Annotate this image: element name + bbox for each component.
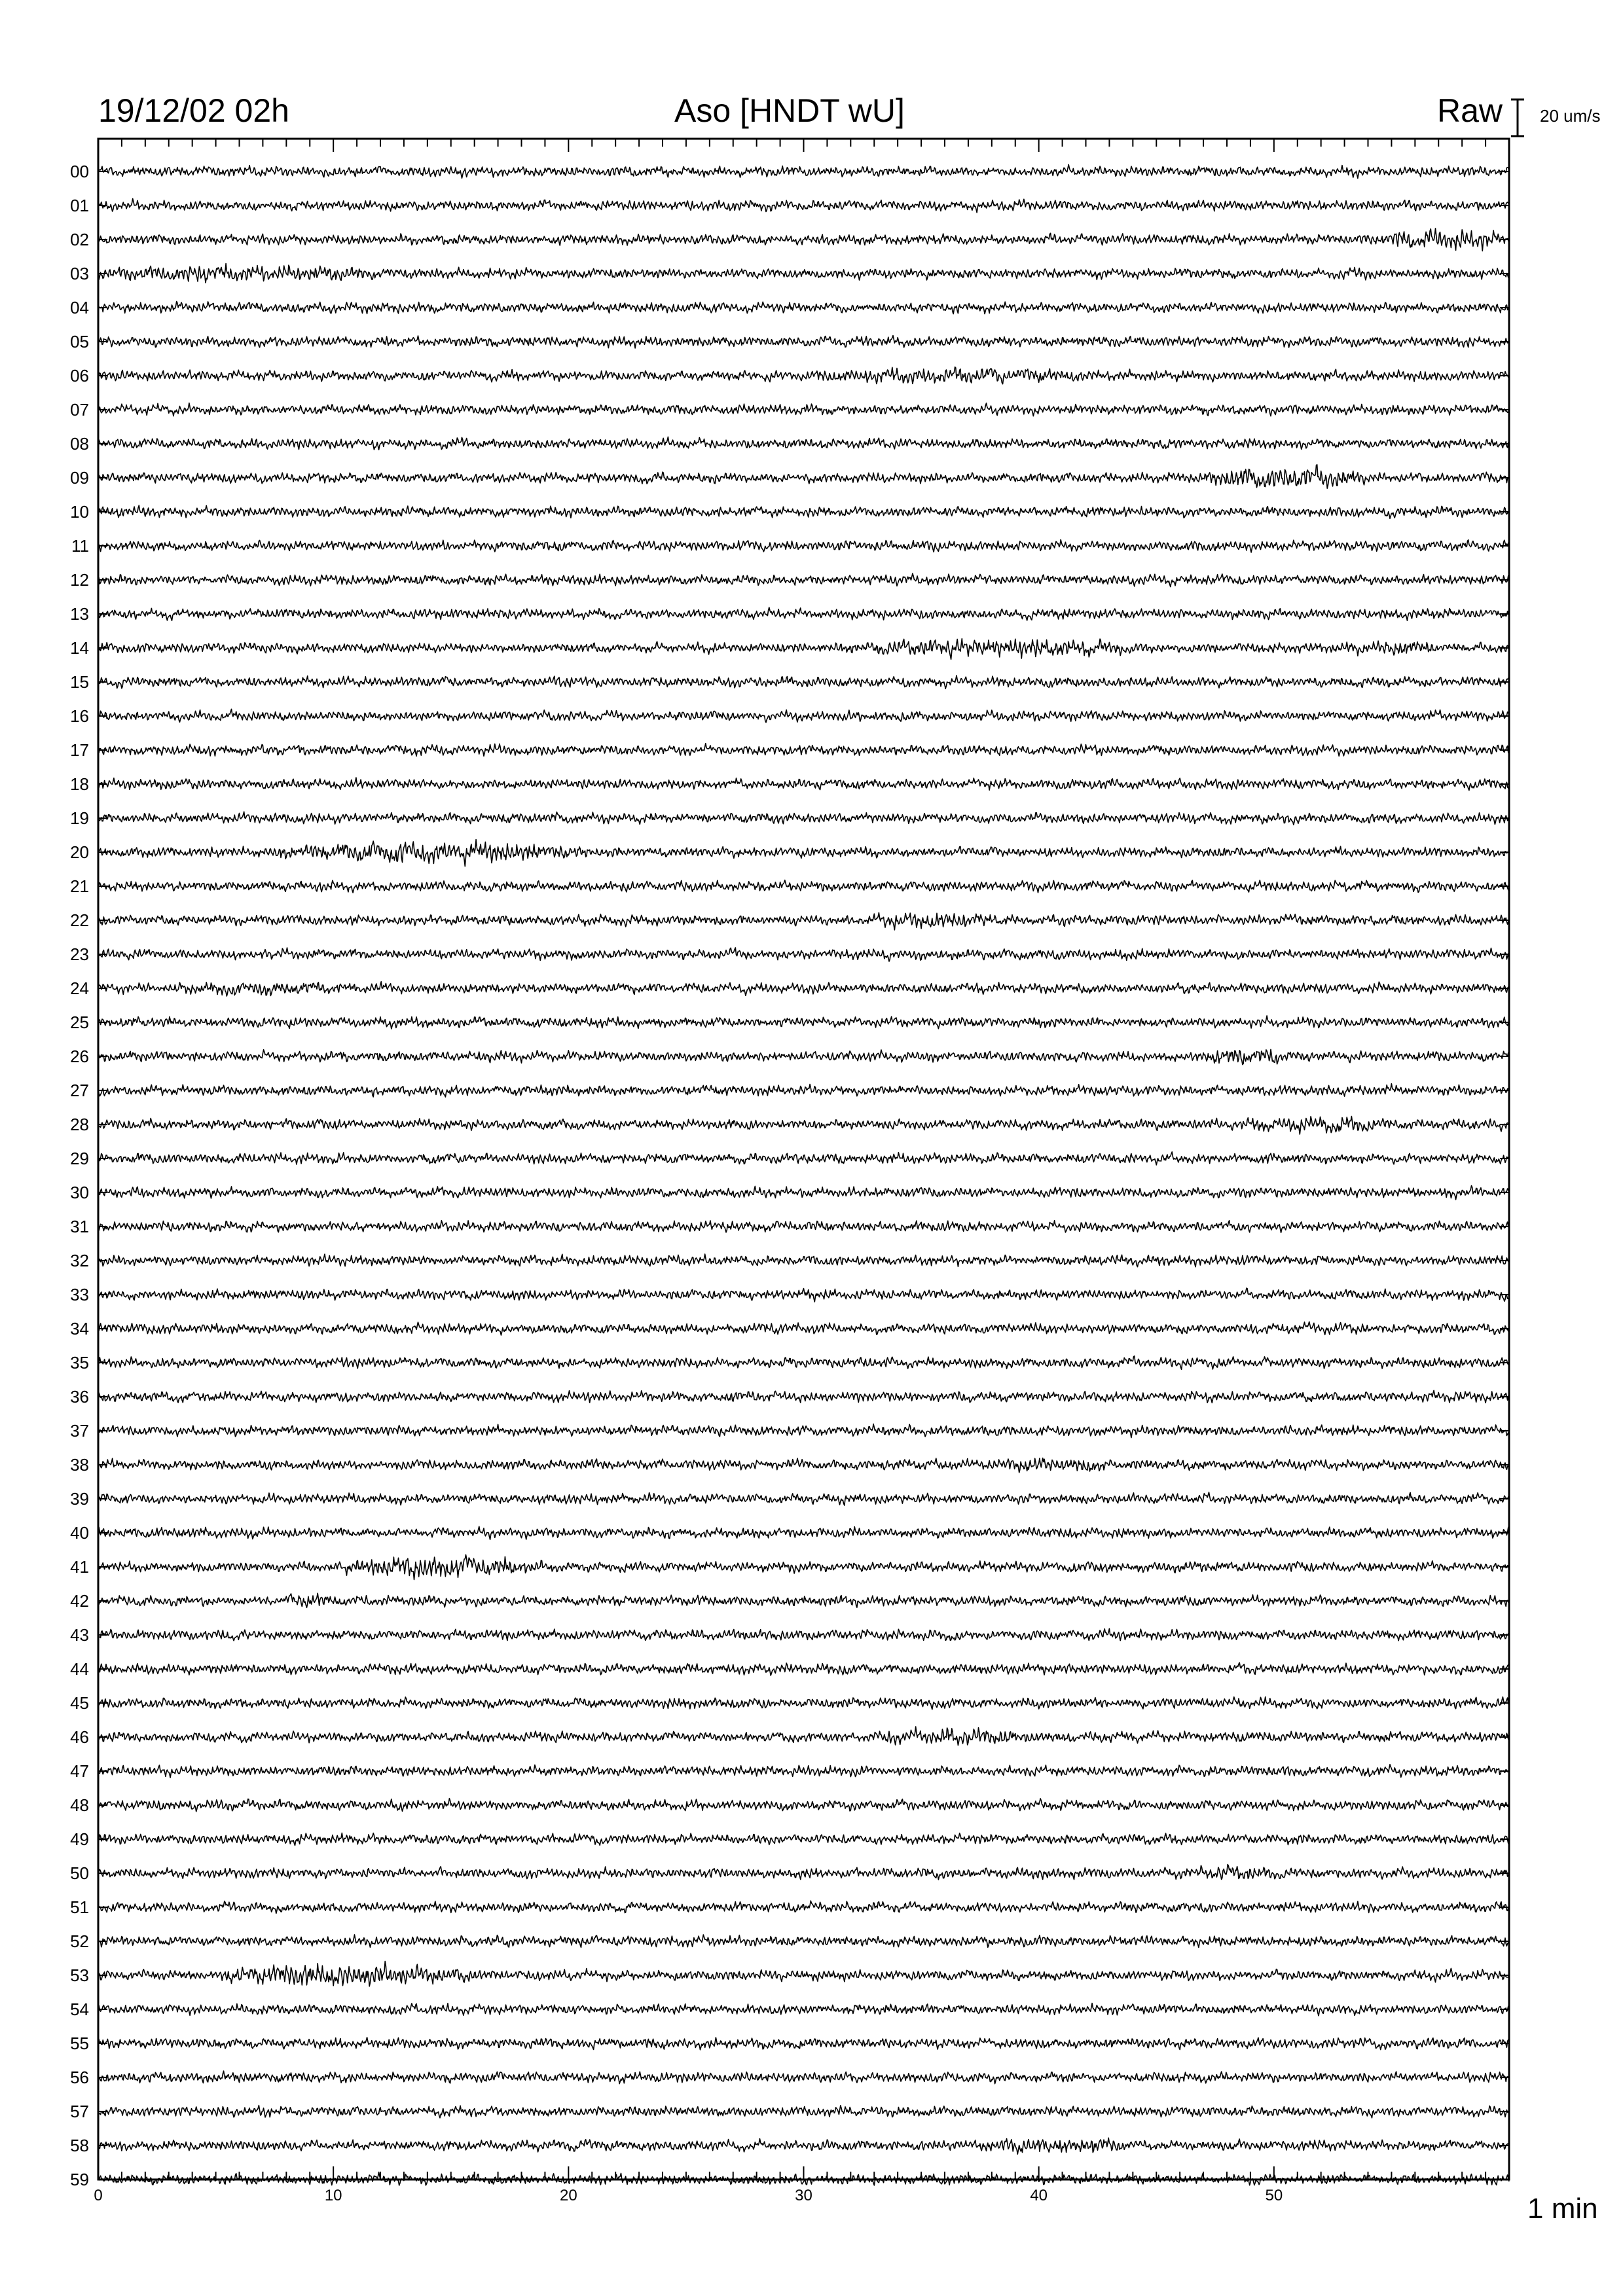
row-label: 51 — [70, 1897, 89, 1917]
trace-42 — [98, 1593, 1509, 1607]
trace-33 — [98, 1288, 1509, 1302]
row-label: 54 — [70, 2000, 89, 2019]
row-label: 19 — [70, 808, 89, 828]
trace-04 — [98, 302, 1509, 314]
row-labels — [70, 162, 89, 2189]
row-label: 50 — [70, 1863, 89, 1883]
row-label: 04 — [70, 298, 89, 317]
row-label: 11 — [71, 536, 89, 556]
row-label: 57 — [70, 2102, 89, 2121]
trace-03 — [98, 264, 1509, 283]
row-label: 24 — [70, 978, 89, 998]
recording-date-hour: 19/12/02 02h — [98, 92, 289, 129]
row-label: 18 — [70, 774, 89, 794]
trace-41 — [98, 1554, 1509, 1579]
trace-29 — [98, 1152, 1509, 1165]
trace-46 — [98, 1727, 1509, 1746]
trace-50 — [98, 1865, 1509, 1880]
row-label: 01 — [70, 196, 89, 215]
trace-07 — [98, 403, 1509, 416]
row-label: 14 — [70, 638, 89, 658]
row-label: 52 — [70, 1931, 89, 1951]
row-label: 42 — [70, 1591, 89, 1611]
trace-57 — [98, 2106, 1509, 2118]
trace-25 — [98, 1016, 1509, 1029]
trace-21 — [98, 880, 1509, 893]
trace-35 — [98, 1356, 1509, 1370]
data-mode-label: Raw — [1437, 92, 1503, 129]
trace-32 — [98, 1254, 1509, 1267]
row-label: 36 — [70, 1387, 89, 1407]
row-label: 06 — [70, 366, 89, 386]
row-label: 53 — [70, 1965, 89, 1985]
trace-13 — [98, 607, 1509, 620]
row-label: 13 — [70, 604, 89, 624]
trace-26 — [98, 1049, 1509, 1064]
row-label: 45 — [70, 1693, 89, 1713]
trace-12 — [98, 573, 1509, 586]
trace-16 — [98, 709, 1509, 722]
row-label: 10 — [70, 502, 89, 522]
row-label: 17 — [70, 740, 89, 760]
row-label: 40 — [70, 1523, 89, 1543]
row-label: 00 — [70, 162, 89, 181]
trace-48 — [98, 1799, 1509, 1812]
x-tick-label: 50 — [1265, 2187, 1283, 2204]
trace-19 — [98, 812, 1509, 825]
row-label: 43 — [70, 1625, 89, 1645]
row-label: 35 — [70, 1353, 89, 1372]
trace-39 — [98, 1492, 1509, 1505]
x-axis-unit-label: 1 min — [1527, 2193, 1598, 2225]
trace-28 — [98, 1117, 1509, 1134]
seismic-traces — [98, 164, 1509, 2185]
row-label: 46 — [70, 1727, 89, 1747]
trace-37 — [98, 1424, 1509, 1438]
row-label: 34 — [70, 1319, 89, 1338]
trace-47 — [98, 1765, 1509, 1778]
row-label: 48 — [70, 1795, 89, 1815]
trace-31 — [98, 1221, 1509, 1233]
trace-20 — [98, 840, 1509, 867]
trace-09 — [98, 465, 1509, 488]
trace-56 — [98, 2071, 1509, 2084]
row-label: 09 — [70, 468, 89, 488]
row-label: 31 — [70, 1217, 89, 1236]
row-label: 30 — [70, 1183, 89, 1202]
trace-11 — [98, 540, 1509, 553]
trace-06 — [98, 367, 1509, 384]
row-label: 08 — [70, 434, 89, 454]
row-label: 15 — [70, 672, 89, 692]
row-label: 55 — [70, 2034, 89, 2053]
x-tick-label: 20 — [559, 2187, 577, 2204]
trace-01 — [98, 199, 1509, 213]
row-label: 28 — [70, 1115, 89, 1134]
trace-10 — [98, 505, 1509, 518]
trace-55 — [98, 2037, 1509, 2050]
row-label: 05 — [70, 332, 89, 351]
trace-14 — [98, 639, 1509, 660]
row-label: 32 — [70, 1251, 89, 1270]
trace-22 — [98, 912, 1509, 929]
row-label: 47 — [70, 1761, 89, 1781]
row-label: 23 — [70, 944, 89, 964]
row-label: 21 — [70, 876, 89, 896]
row-label: 26 — [70, 1047, 89, 1066]
trace-27 — [98, 1084, 1509, 1097]
trace-08 — [98, 437, 1509, 450]
trace-40 — [98, 1526, 1509, 1539]
row-label: 27 — [70, 1081, 89, 1100]
amplitude-scale-label: 20 um/s — [1540, 106, 1601, 126]
row-label: 38 — [70, 1455, 89, 1475]
trace-49 — [98, 1833, 1509, 1846]
row-label: 03 — [70, 264, 89, 283]
row-label: 44 — [70, 1659, 89, 1679]
trace-54 — [98, 2003, 1509, 2016]
trace-34 — [98, 1321, 1509, 1335]
trace-38 — [98, 1458, 1509, 1473]
row-label: 56 — [70, 2068, 89, 2087]
trace-30 — [98, 1186, 1509, 1200]
trace-52 — [98, 1935, 1509, 1948]
row-label: 22 — [70, 910, 89, 930]
row-label: 12 — [70, 570, 89, 590]
row-label: 02 — [70, 230, 89, 249]
row-label: 39 — [70, 1489, 89, 1509]
trace-15 — [98, 675, 1509, 689]
trace-44 — [98, 1662, 1509, 1676]
x-tick-label: 30 — [795, 2187, 812, 2204]
row-label: 49 — [70, 1829, 89, 1849]
row-label: 07 — [70, 400, 89, 420]
row-label: 33 — [70, 1285, 89, 1304]
trace-58 — [98, 2138, 1509, 2154]
row-label: 20 — [70, 842, 89, 862]
x-tick-label: 10 — [324, 2187, 342, 2204]
trace-17 — [98, 744, 1509, 756]
trace-00 — [98, 164, 1509, 178]
x-tick-label: 0 — [94, 2187, 103, 2204]
trace-45 — [98, 1697, 1509, 1710]
trace-24 — [98, 982, 1509, 996]
x-tick-label: 40 — [1030, 2187, 1048, 2204]
trace-36 — [98, 1390, 1509, 1403]
row-label: 37 — [70, 1421, 89, 1441]
row-label: 29 — [70, 1149, 89, 1168]
trace-23 — [98, 948, 1509, 961]
x-tick-labels — [94, 2187, 1283, 2204]
trace-05 — [98, 336, 1509, 348]
row-label: 41 — [70, 1557, 89, 1577]
trace-53 — [98, 1962, 1509, 1986]
trace-02 — [98, 228, 1509, 251]
row-label: 16 — [70, 706, 89, 726]
trace-43 — [98, 1628, 1509, 1640]
trace-18 — [98, 778, 1509, 791]
row-label: 59 — [70, 2170, 89, 2189]
station-title: Aso [HNDT wU] — [674, 92, 905, 129]
row-label: 58 — [70, 2136, 89, 2155]
row-label: 25 — [70, 1013, 89, 1032]
trace-51 — [98, 1901, 1509, 1913]
